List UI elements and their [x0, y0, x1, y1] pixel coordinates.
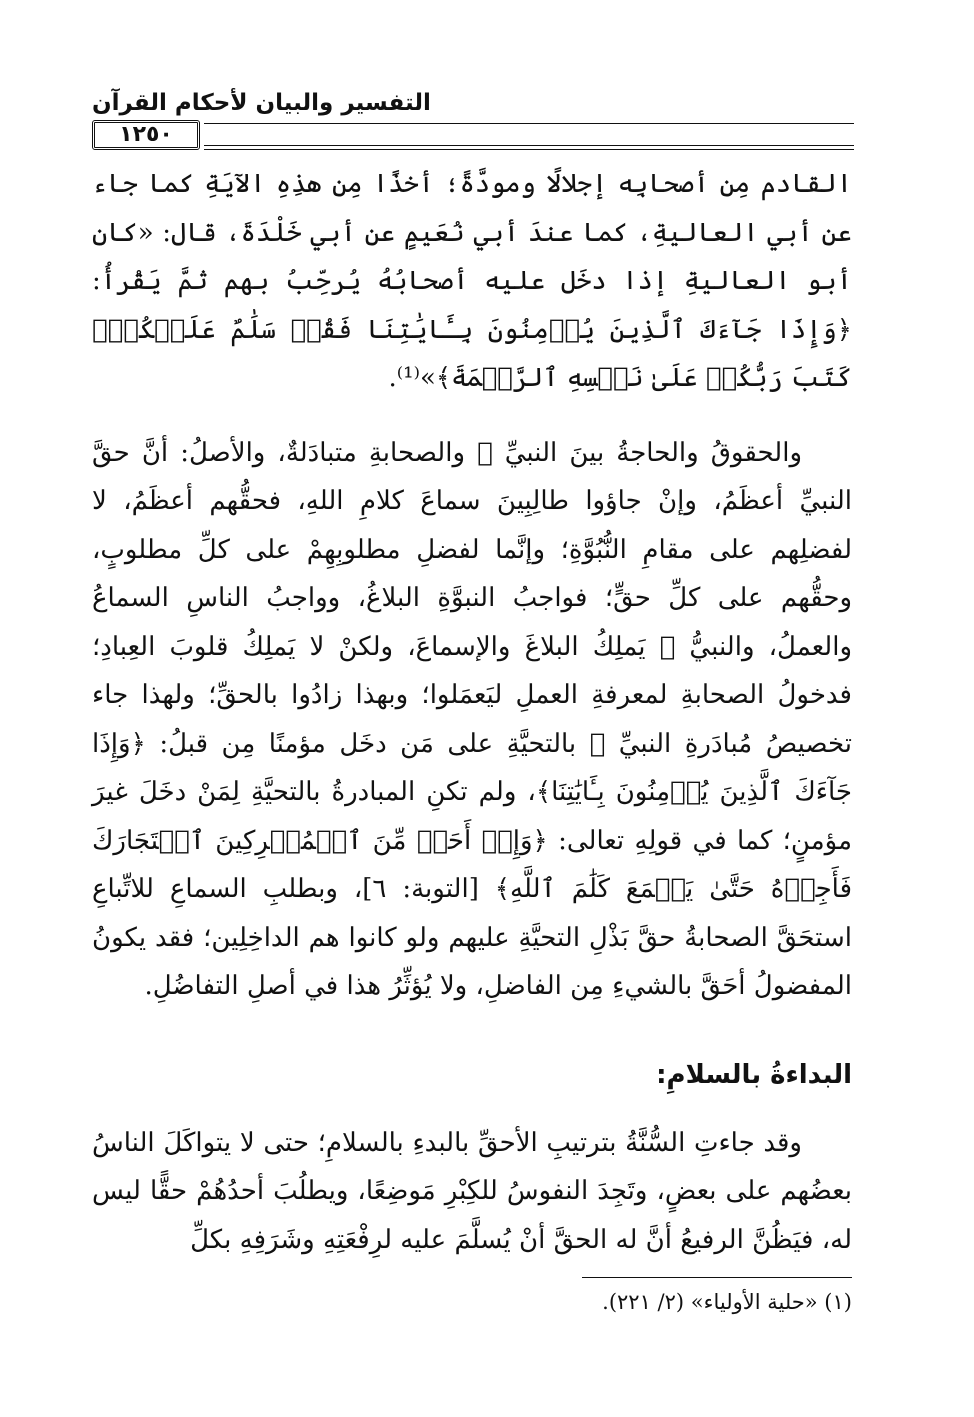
paragraph-greeting: وقد جاءتِ السُّنَّةُ بترتيبِ الأحقِّ بالبدءِ بالسلامِ؛ حتى لا يتواكَلَ الناسُ بعضُهم على بعضٍ، وتَجِدَ النفوسُ للكِبْرِ مَوضِعًا، ويطلُبَ أحدُهُمْ حقًّا ليس له، فيَظُنَّ الرفيعُ أنَّ له الحقَّ أنْ يُسلَّمَ عليه لرِفْعَتِهِ وشَرَفِهِ بكلِّ: [92, 1127, 852, 1255]
section-heading: البداءةُ بالسلامِ:: [656, 1059, 852, 1090]
page-number: ١٢٥٠: [119, 122, 173, 147]
footnote: (١) «حلية الأولياء» (٢/ ٢٢١).: [602, 1290, 852, 1314]
main-text: [92, 160, 852, 1264]
header-rule-double-top: [204, 145, 854, 146]
page-header: [92, 88, 854, 150]
running-title: التفسير والبيان لأحكام القرآن: [92, 90, 431, 116]
header-rule-double-bottom: [204, 149, 854, 150]
page-number-box: [92, 120, 200, 150]
paragraph-rights: والحقوقُ والحاجةُ بينَ النبيِّ ﷺ والصحابةِ متبادَلةٌ، والأصلُ: أنَّ حقَّ النبيِّ أعظَمُ، وإنْ جاؤوا طالِبِينَ سماعَ كلامِ اللهِ، فحقُّهم أعظَمُ، لا لفضلِهم على مقامِ النُّبُوَّةِ؛ وإنَّما لفضلِ مطلوبِهِمْ على كلِّ مطلوبٍ، وحقُّهم على كلِّ حقٍّ؛ فواجبُ النبوَّةِ البلاغُ، وواجبُ الناسِ السماعُ والعملُ، والنبيُّ ﷺ يَملِكُ البلاغَ والإسماعَ، ولكنْ لا يَملِكُ قلوبَ العِبادِ؛ فدخولُ الصحابةِ لمعرفةِ العملِ ليَعمَلوا؛ وبهذا زادُوا بالحقِّ؛ ولهذا جاء تخصيصُ مُبادَرةِ النبيِّ ﷺ بالتحيَّةِ على مَن دخَل مؤمنًا مِن قبلُ: ﴿وَإِذَا جَآءَكَ ٱلَّذِينَ يُؤۡمِنُونَ بِـَٔايَٰتِنَا﴾، ولم تكنِ المبادرةُ بالتحيَّةِ لِمَنْ دخَلَ غيرَ مؤمنٍ؛ كما في قولِهِ تعالى: ﴿وَإِنۡ أَحَدٞ مِّنَ ٱلۡمُشۡرِكِينَ ٱسۡتَجَارَكَ فَأَجِرۡهُ حَتَّىٰ يَسۡمَعَ كَلَٰمَ ٱللَّهِ﴾ [التوبة: ٦]، وبطلبِ السماعِ للاتِّباعِ استحَقَّ الصحابةُ حقَّ بَذْلِ التحيَّةِ عليهم ولو كانوا هم الداخِلِين؛ فقد يكونُ المفضولُ أحَقَّ بالشيءِ مِن الفاضلِ، ولا يُؤثِّرُ هذا في أصلِ التفاضُلِ.: [92, 437, 852, 1001]
paragraph-continuation: القادم مِن أصحابِه إجلالًا ومودَّةً؛ أخذًا مِن هذِهِ الآيَةِ كما جاء عن أبي العاليةِ، كما عندَ أبي نُعَيمٍ عن أبي خَلْدَةَ، قال: «كان أبو العاليةِ إذا دخَل عليه أصحابُهُ يُرحِّبُ بهم ثمَّ يَقْرأُ: ﴿وَإِذَا جَآءَكَ ٱلَّذِينَ يُؤۡمِنُونَ بِـَٔايَٰتِنَا فَقُلۡ سَلَٰمٌ عَلَيۡكُمۡۖ كَتَبَ رَبُّكُمۡ عَلَىٰ نَفۡسِهِ ٱلرَّحۡمَةَ﴾»⁽¹⁾.: [92, 169, 853, 393]
footnote-separator: [582, 1277, 852, 1278]
header-rule: [204, 123, 854, 124]
